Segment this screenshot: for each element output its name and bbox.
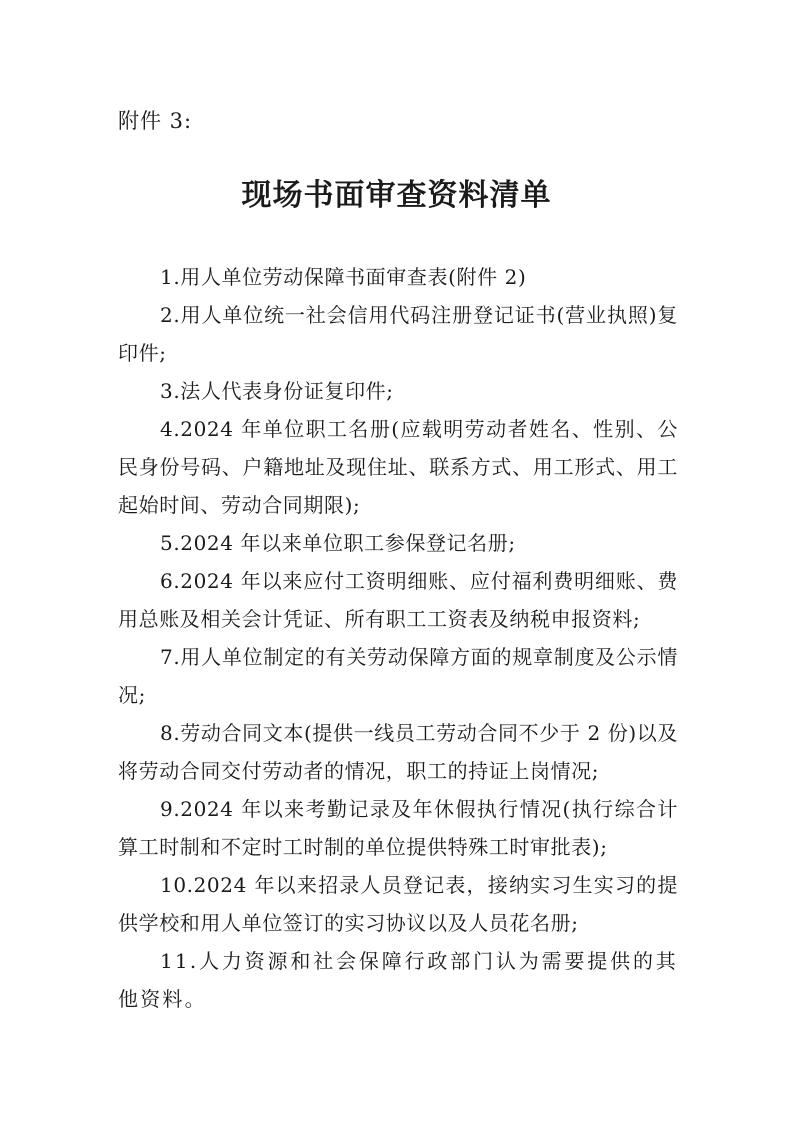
list-item-5: 5.2024 年以来单位职工参保登记名册; [160, 531, 516, 555]
list-item-2: 2.用人单位统一社会信用代码注册登记证书(营业执照)复印件; [118, 303, 678, 365]
list-item-1: 1.用人单位劳动保障书面审查表(附件 2) [160, 265, 527, 289]
list-item-8: 8.劳动合同文本(提供一线员工劳动合同不少于 2 份)以及将劳动合同交付劳动者的情况，职工的持证上岗情况; [118, 721, 678, 783]
attachment-label: 附件 3: [118, 109, 193, 133]
list-item-6: 6.2024 年以来应付工资明细账、应付福利费明细账、费用总账及相关会计凭证、所有职工工资表及纳税申报资料; [118, 569, 678, 631]
list-item-3: 3.法人代表身份证复印件; [160, 379, 394, 403]
list-item-9: 9.2024 年以来考勤记录及年休假执行情况(执行综合计算工时制和不定时工时制的单位提供特殊工时审批表); [118, 797, 678, 859]
list-item-11: 11.人力资源和社会保障行政部门认为需要提供的其他资料。 [118, 949, 678, 1011]
list-item-4: 4.2024 年单位职工名册(应载明劳动者姓名、性别、公民身份号码、户籍地址及现住址、联系方式、用工形式、用工起始时间、劳动合同期限); [118, 417, 678, 517]
list-item-7: 7.用人单位制定的有关劳动保障方面的规章制度及公示情况; [118, 645, 678, 707]
document-title: 现场书面审查资料清单 [241, 178, 552, 213]
list-item-10: 10.2024 年以来招录人员登记表，接纳实习生实习的提供学校和用人单位签订的实习协议以及人员花名册; [118, 873, 678, 935]
